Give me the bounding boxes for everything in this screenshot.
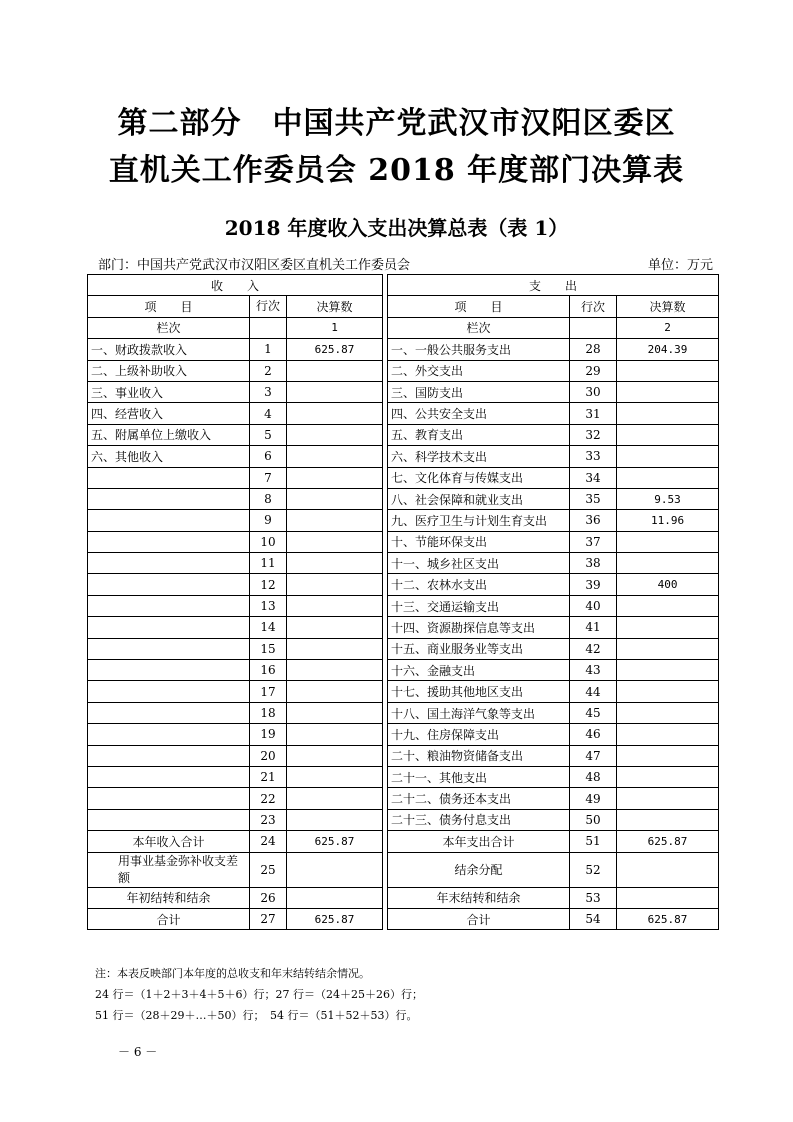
budget-table [87, 274, 719, 930]
income-item-name [88, 702, 250, 723]
table-row [88, 681, 719, 702]
sum-income-no: 27 [250, 908, 287, 929]
table-row [88, 595, 719, 616]
expense-item-name: 四、公共安全支出 [388, 403, 570, 424]
expense-item-name: 十六、金融支出 [388, 660, 570, 681]
income-row-no: 11 [250, 553, 287, 574]
income-row-no: 21 [250, 766, 287, 787]
col-label-expense: 栏次 [388, 317, 570, 338]
expense-amount [617, 660, 719, 681]
expense-row-no: 30 [570, 381, 617, 402]
income-row-no: 15 [250, 638, 287, 659]
income-row-no: 23 [250, 809, 287, 830]
income-item-name [88, 681, 250, 702]
table-row [88, 510, 719, 531]
income-amount [287, 681, 383, 702]
table-row [88, 617, 719, 638]
expense-amount [617, 638, 719, 659]
income-row-no: 18 [250, 702, 287, 723]
table-row [88, 381, 719, 402]
expense-row-no: 29 [570, 360, 617, 381]
income-row-no: 7 [250, 467, 287, 488]
table-row [88, 724, 719, 745]
expense-row-no: 50 [570, 809, 617, 830]
expense-item-name: 一、一般公共服务支出 [388, 339, 570, 360]
table-row [88, 788, 719, 809]
col-label-income: 栏次 [88, 317, 250, 338]
expense-total-value: 625.87 [617, 831, 719, 852]
expense-row-no: 31 [570, 403, 617, 424]
income-amount-header: 决算数 [287, 296, 383, 317]
notes [95, 963, 423, 1026]
income-amount [287, 809, 383, 830]
expense-item-name: 十三、交通运输支出 [388, 595, 570, 616]
income-row-no: 5 [250, 424, 287, 445]
income-amount [287, 660, 383, 681]
income-amount [287, 510, 383, 531]
expense-row-no: 39 [570, 574, 617, 595]
note-line: 24 行＝（1＋2＋3＋4＋5＋6）行；27 行＝（24＋25＋26）行； [95, 988, 423, 1001]
income-row-no: 13 [250, 595, 287, 616]
sum-expense-value: 625.87 [617, 908, 719, 929]
unit-label: 单位：万元 [647, 258, 713, 273]
expense-row-no: 43 [570, 660, 617, 681]
expense-amount [617, 745, 719, 766]
expense-amount [617, 809, 719, 830]
expense-header: 支 出 [388, 275, 719, 296]
income-row-no: 20 [250, 745, 287, 766]
income-row-no: 10 [250, 531, 287, 552]
expense-item-name: 十四、资源勘探信息等支出 [388, 617, 570, 638]
expense-row-no: 48 [570, 766, 617, 787]
income-item-name: 一、财政拨款收入 [88, 339, 250, 360]
income-amount: 625.87 [287, 339, 383, 360]
income-item-name [88, 617, 250, 638]
income-amount [287, 403, 383, 424]
col-income-index: 1 [287, 317, 383, 338]
expense-row-no: 34 [570, 467, 617, 488]
fund-no: 25 [250, 852, 287, 887]
page-title-line1: 第二部分 中国共产党武汉市汉阳区委区 [117, 106, 676, 141]
expense-item-name: 二十一、其他支出 [388, 766, 570, 787]
income-item-name: 三、事业收入 [88, 381, 250, 402]
income-total-label: 本年收入合计 [88, 831, 250, 852]
income-row-no: 19 [250, 724, 287, 745]
income-item-name [88, 531, 250, 552]
income-total-value: 625.87 [287, 831, 383, 852]
expense-total-label: 本年支出合计 [388, 831, 570, 852]
expense-amount [617, 381, 719, 402]
fund-label: 用事业基金弥补收支差额 [88, 852, 250, 887]
expense-item-name: 七、文化体育与传媒支出 [388, 467, 570, 488]
income-row-no: 2 [250, 360, 287, 381]
department-label: 部门：中国共产党武汉市汉阳区委区直机关工作委员会 [98, 258, 411, 273]
income-amount [287, 574, 383, 595]
income-row-no: 12 [250, 574, 287, 595]
expense-amount [617, 360, 719, 381]
income-rowno-header: 行次 [250, 296, 287, 317]
table-row [88, 424, 719, 445]
sum-expense-no: 54 [570, 908, 617, 929]
expense-row-no: 37 [570, 531, 617, 552]
table-row [88, 467, 719, 488]
expense-item-name: 十九、住房保障支出 [388, 724, 570, 745]
expense-item-name: 二十三、债务付息支出 [388, 809, 570, 830]
income-row-no: 9 [250, 510, 287, 531]
income-item-header: 项 目 [88, 296, 250, 317]
table-row [88, 446, 719, 467]
income-amount [287, 745, 383, 766]
income-row-no: 17 [250, 681, 287, 702]
table-row [88, 638, 719, 659]
expense-item-name: 九、医疗卫生与计划生育支出 [388, 510, 570, 531]
income-amount [287, 467, 383, 488]
income-row-no: 6 [250, 446, 287, 467]
expense-row-no: 28 [570, 339, 617, 360]
expense-amount [617, 424, 719, 445]
expense-item-name: 八、社会保障和就业支出 [388, 488, 570, 509]
income-item-name: 二、上级补助收入 [88, 360, 250, 381]
expense-total-no: 51 [570, 831, 617, 852]
expense-item-name: 三、国防支出 [388, 381, 570, 402]
income-amount [287, 446, 383, 467]
expense-item-name: 十一、城乡社区支出 [388, 553, 570, 574]
income-item-name [88, 595, 250, 616]
table-row [88, 531, 719, 552]
income-total-no: 24 [250, 831, 287, 852]
table-row [88, 360, 719, 381]
income-row-no: 1 [250, 339, 287, 360]
expense-amount: 400 [617, 574, 719, 595]
expense-item-name: 十、节能环保支出 [388, 531, 570, 552]
expense-row-no: 33 [570, 446, 617, 467]
income-item-name [88, 724, 250, 745]
income-item-name [88, 510, 250, 531]
table-row [88, 660, 719, 681]
income-item-name [88, 809, 250, 830]
table-row [88, 702, 719, 723]
note-line: 51 行＝（28＋29＋…＋50）行； 54 行＝（51＋52＋53）行。 [95, 1009, 418, 1022]
distribution-label: 结余分配 [388, 852, 570, 887]
expense-row-no: 47 [570, 745, 617, 766]
income-item-name [88, 488, 250, 509]
income-amount [287, 360, 383, 381]
expense-item-name: 十八、国土海洋气象等支出 [388, 702, 570, 723]
income-row-no: 16 [250, 660, 287, 681]
expense-row-no: 41 [570, 617, 617, 638]
expense-item-name: 十二、农林水支出 [388, 574, 570, 595]
expense-amount [617, 595, 719, 616]
expense-amount [617, 467, 719, 488]
income-amount [287, 424, 383, 445]
table-row [88, 745, 719, 766]
expense-amount [617, 553, 719, 574]
expense-row-no: 44 [570, 681, 617, 702]
income-item-name [88, 766, 250, 787]
expense-amount [617, 531, 719, 552]
sum-expense-label: 合计 [388, 908, 570, 929]
expense-row-no: 46 [570, 724, 617, 745]
expense-row-no: 36 [570, 510, 617, 531]
expense-amount: 9.53 [617, 488, 719, 509]
expense-amount [617, 766, 719, 787]
table-title: 2018 年度收入支出决算总表（表 1） [224, 216, 569, 240]
expense-row-no: 45 [570, 702, 617, 723]
end-balance-no: 53 [570, 887, 617, 908]
expense-item-name: 六、科学技术支出 [388, 446, 570, 467]
expense-item-name: 十七、援助其他地区支出 [388, 681, 570, 702]
income-amount [287, 595, 383, 616]
expense-item-name: 十五、商业服务业等支出 [388, 638, 570, 659]
income-item-name: 五、附属单位上缴收入 [88, 424, 250, 445]
expense-item-name: 二十二、债务还本支出 [388, 788, 570, 809]
income-amount [287, 788, 383, 809]
expense-amount-header: 决算数 [617, 296, 719, 317]
income-row-no: 14 [250, 617, 287, 638]
income-item-name [88, 467, 250, 488]
table-row [88, 809, 719, 830]
expense-amount [617, 446, 719, 467]
expense-amount: 204.39 [617, 339, 719, 360]
expense-row-no: 35 [570, 488, 617, 509]
income-amount [287, 638, 383, 659]
expense-item-header: 项 目 [388, 296, 570, 317]
expense-amount [617, 681, 719, 702]
sum-income-value: 625.87 [287, 908, 383, 929]
income-row-no: 3 [250, 381, 287, 402]
income-amount [287, 553, 383, 574]
begin-balance-no: 26 [250, 887, 287, 908]
income-row-no: 8 [250, 488, 287, 509]
end-balance-label: 年末结转和结余 [388, 887, 570, 908]
expense-amount [617, 403, 719, 424]
table-row [88, 553, 719, 574]
table-row [88, 403, 719, 424]
table-row [88, 574, 719, 595]
expense-amount [617, 617, 719, 638]
table-row [88, 339, 719, 360]
begin-balance-label: 年初结转和结余 [88, 887, 250, 908]
expense-rowno-header: 行次 [570, 296, 617, 317]
income-header: 收 入 [88, 275, 383, 296]
expense-row-no: 38 [570, 553, 617, 574]
income-row-no: 22 [250, 788, 287, 809]
expense-amount [617, 788, 719, 809]
income-amount [287, 617, 383, 638]
sum-income-label: 合计 [88, 908, 250, 929]
income-item-name [88, 745, 250, 766]
expense-amount [617, 724, 719, 745]
expense-row-no: 42 [570, 638, 617, 659]
expense-row-no: 49 [570, 788, 617, 809]
income-item-name [88, 638, 250, 659]
table-row [88, 766, 719, 787]
page-title-line2: 直机关工作委员会 2018 年度部门决算表 [108, 153, 685, 188]
income-amount [287, 531, 383, 552]
expense-item-name: 二、外交支出 [388, 360, 570, 381]
distribution-no: 52 [570, 852, 617, 887]
income-amount [287, 381, 383, 402]
income-item-name [88, 553, 250, 574]
income-item-name [88, 574, 250, 595]
expense-amount: 11.96 [617, 510, 719, 531]
expense-amount [617, 702, 719, 723]
income-item-name [88, 660, 250, 681]
income-row-no: 4 [250, 403, 287, 424]
expense-row-no: 40 [570, 595, 617, 616]
page-number: － 6 － [118, 1045, 158, 1059]
table-row [88, 488, 719, 509]
expense-item-name: 五、教育支出 [388, 424, 570, 445]
income-amount [287, 488, 383, 509]
note-line: 注：本表反映部门本年度的总收支和年末结转结余情况。 [95, 967, 370, 980]
income-amount [287, 724, 383, 745]
expense-item-name: 二十、粮油物资储备支出 [388, 745, 570, 766]
expense-row-no: 32 [570, 424, 617, 445]
income-item-name: 四、经营收入 [88, 403, 250, 424]
income-item-name [88, 788, 250, 809]
income-amount [287, 702, 383, 723]
col-expense-index: 2 [617, 317, 719, 338]
income-item-name: 六、其他收入 [88, 446, 250, 467]
income-amount [287, 766, 383, 787]
